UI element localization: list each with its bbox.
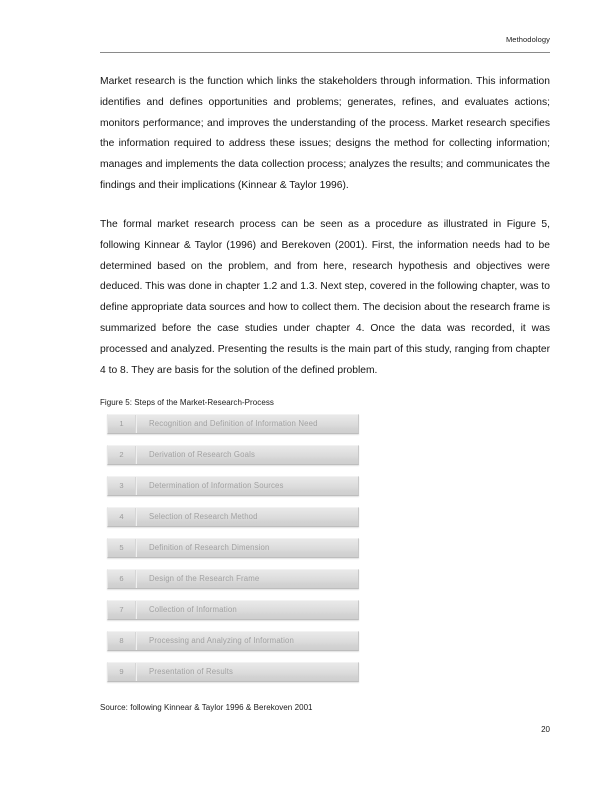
process-step-7 <box>107 600 359 620</box>
page-number: 20 <box>541 725 550 734</box>
step-label: Derivation of Research Goals <box>149 450 256 460</box>
body-paragraph-1 <box>100 72 550 197</box>
step-label: Processing and Analyzing of Information <box>149 636 294 646</box>
step-number: 9 <box>108 663 136 681</box>
step-label: Design of the Research Frame <box>149 574 260 584</box>
process-steps-diagram <box>107 414 359 682</box>
process-step-2 <box>107 445 359 465</box>
step-label: Selection of Research Method <box>149 512 258 522</box>
figure-caption: Figure 5: Steps of the Market-Research-Process <box>100 398 274 407</box>
step-number: 7 <box>108 601 136 619</box>
step-number: 4 <box>108 508 136 526</box>
process-step-6 <box>107 569 359 589</box>
process-step-4 <box>107 507 359 527</box>
header-title: Methodology <box>505 35 550 44</box>
step-number: 3 <box>108 477 136 495</box>
step-number: 2 <box>108 446 136 464</box>
process-step-9 <box>107 662 359 682</box>
process-step-1 <box>107 414 359 434</box>
body-paragraph-2 <box>100 215 550 381</box>
process-step-8 <box>107 631 359 651</box>
figure-source: Source: following Kinnear & Taylor 1996 & Berekoven 2001 <box>100 703 313 712</box>
step-number: 5 <box>108 539 136 557</box>
step-number: 8 <box>108 632 136 650</box>
process-step-3 <box>107 476 359 496</box>
header-divider <box>100 52 550 53</box>
paragraph-text: Market research is the function which links the stakeholders through information. This information identifies and defines opportunities and problems; generates, refines, and evaluates actions; monitors performance; and improves the understanding of the process. Market research specifies the information required to address these issues; designs the method for collecting information; manages and implements the data collection process; analyzes the results; and communicates the findings and their implications (Kinnear & Taylor 1996). <box>100 76 550 191</box>
step-label: Recognition and Definition of Information Need <box>149 419 318 429</box>
paragraph-text: The formal market research process can be seen as a procedure as illustrated in Figure 5, following Kinnear & Taylor (1996) and Berekoven (2001). First, the information needs had to be determined based on the problem, and from here, research hypothesis and objectives were deduced. This was done in chapter 1.2 and 1.3. Next step, covered in the following chapter, was to define appropriate data sources and how to collect them. The decision about the research frame is summarized before the case studies under chapter 4. Once the data was recorded, it was processed and analyzed. Presenting the results is the main part of this study, ranging from chapter 4 to 8. They are basis for the solution of the defined problem. <box>100 219 550 376</box>
step-number: 1 <box>108 415 136 433</box>
step-label: Determination of Information Sources <box>149 481 284 491</box>
process-step-5 <box>107 538 359 558</box>
step-label: Collection of Information <box>149 605 237 615</box>
running-header <box>100 36 550 44</box>
step-number: 6 <box>108 570 136 588</box>
step-label: Definition of Research Dimension <box>149 543 270 553</box>
step-label: Presentation of Results <box>149 667 234 677</box>
